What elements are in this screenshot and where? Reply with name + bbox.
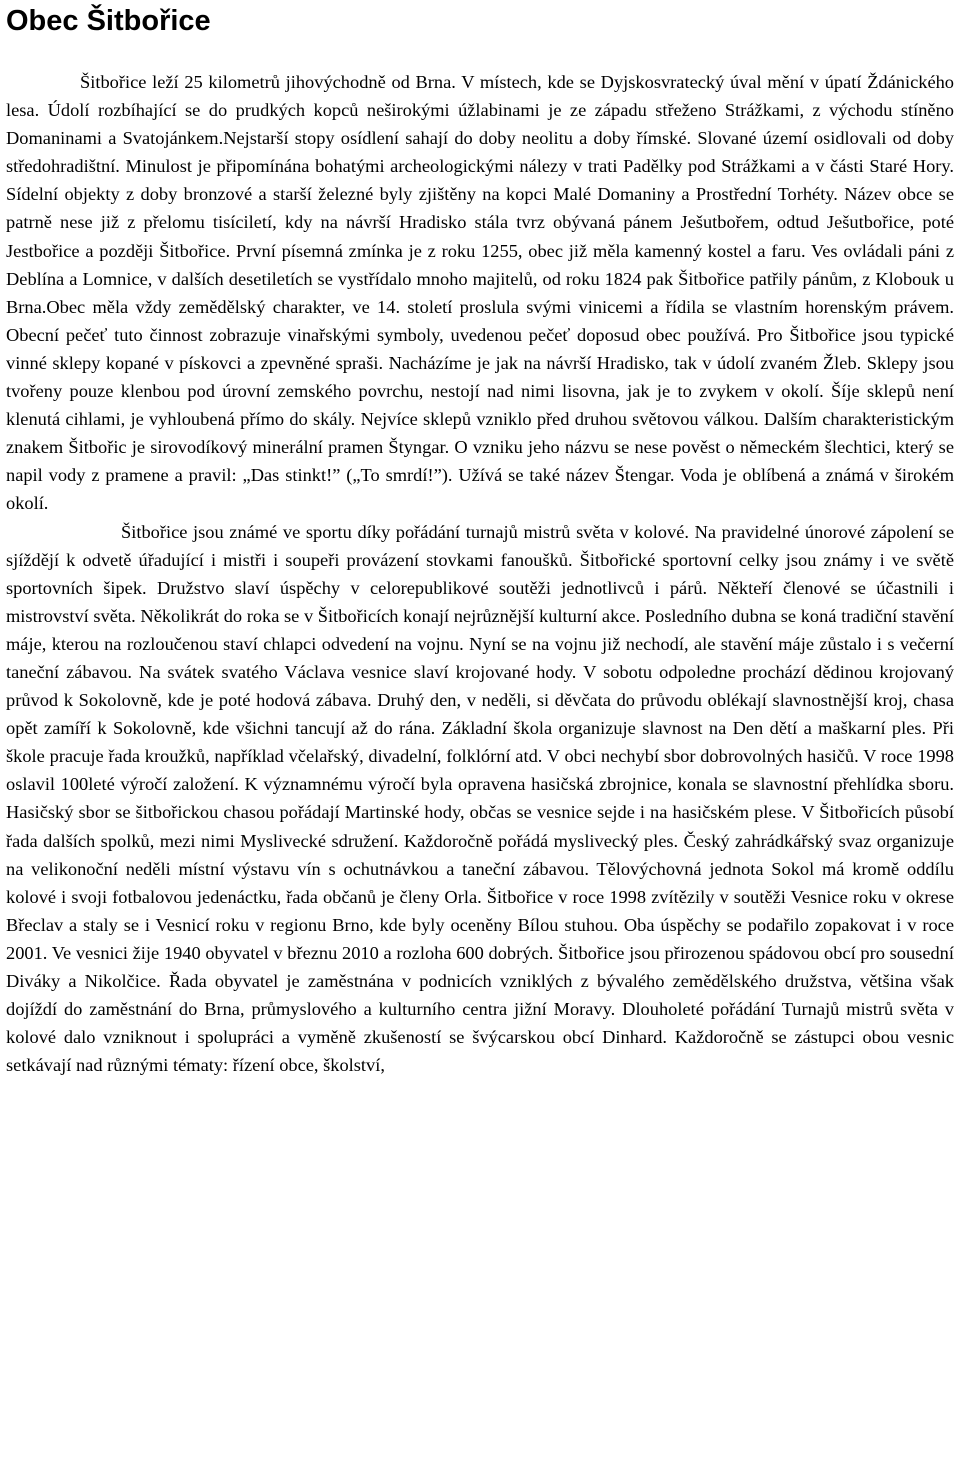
document-body xyxy=(6,68,954,1079)
paragraph-history: Šitbořice leží 25 kilometrů jihovýchodně od Brna. V místech, kde se Dyjskosvratecký úval mění v úpatí Ždánického lesa. Údolí rozbíhající se do prudkých kopců neširokými úžlabinami je ze západu střeženo Strážkami, z východu stíněno Domaninami a Svatojánkem.Nejstarší stopy osídlení sahají do doby neolitu a doby římské. Slované území osidlovali od doby středohradištní. Minulost je připomínána bohatými archeologickými nálezy v trati Padělky pod Strážkami a v části Staré Hory. Sídelní objekty z doby bronzové a starší železné byly zjištěny na kopci Malé Domaniny a Prostřední Torhéty. Název obce se patrně nese již z přelomu tisíciletí, kdy na návrší Hradisko stála tvrz obývaná pánem Ješutbořem, odtud Ješutbořice, poté Jestbořice a později Šitbořice. První písemná zmínka je z roku 1255, obec již měla kamenný kostel a faru. Ves ovládali páni z Deblína a Lomnice, v dalších desetiletích se vystřídalo mnoho majitelů, od roku 1824 pak Šitbořice patřily pánům, z Klobouk u Brna.Obec měla vždy zemědělský charakter, ve 14. století proslula svými vinicemi a řídila se vlastním horenským právem. Obecní pečeť tuto činnost zobrazuje vinařskými symboly, uvedenou pečeť doposud obec používá. Pro Šitbořice jsou typické vinné sklepy kopané v pískovci a zpevněné spraši. Nacházíme je jak na návrší Hradisko, tak v údolí zvaném Žleb. Sklepy jsou tvořeny pouze klenbou pod úrovní zemského povrchu, nestojí nad nimi lisovna, jak je to zvykem v okolí. Šíje sklepů není klenutá cihlami, je vyhloubená přímo do skály. Nejvíce sklepů vzniklo před druhou světovou válkou. Dalším charakteristickým znakem Šitbořic je sirovodíkový minerální pramen Štyngar. O vzniku jeho názvu se nese pověst o německém šlechtici, který se napil vody z pramene a pravil: „Das stinkt!” („To smrdí!”). Užívá se také název Štengar. Voda je oblíbená a známá v širokém okolí. xyxy=(6,72,954,514)
paragraph-culture: Šitbořice jsou známé ve sportu díky pořádání turnajů mistrů světa v kolové. Na pravidelné únorové zápolení se sjíždějí k odvetě úřadující i mistři i soupeři provázení stovkami fanoušků. Šitbořické sportovní celky jsou známy i ve světě sportovních šipek. Družstvo slaví úspěchy v celorepublikové soutěži jednotlivců i párů. Někteří členové se účastnili i mistrovství světa. Několikrát do roka se v Šitbořicích konají nejrůznější kulturní akce. Posledního dubna se koná tradiční stavění máje, kterou na rozloučenou staví chlapci odvedení na vojnu. Nyní se na vojnu již nechodí, ale stavění máje zůstalo i s večerní taneční zábavou. Na svátek svatého Václava vesnice slaví krojované hody. V sobotu odpoledne prochází dědinou krojovaný průvod k Sokolovně, kde je poté hodová zábava. Druhý den, v neděli, si děvčata do průvodu oblékají slavnostnější kroj, chasa opět zamíří k Sokolovně, kde všichni tancují až do rána. Základní škola organizuje slavnost na Den dětí a maškarní ples. Při škole pracuje řada kroužků, například včelařský, divadelní, folklórní atd. V obci nechybí sbor dobrovolných hasičů. V roce 1998 oslavil 100leté výročí založení. K významnému výročí byla opravena hasičská zbrojnice, konala se slavnostní přehlídka sboru. Hasičský sbor se šitbořickou chasou pořádají Martinské hody, občas se vesnice sejde i na hasičském plese. V Šitbořicích působí řada dalších spolků, mezi nimi Myslivecké sdružení. Každoročně pořádá myslivecký ples. Český zahrádkářský svaz organizuje na velikonoční neděli místní výstavu vín s ochutnávkou a taneční zábavou. Tělovýchovná jednota Sokol má kromě oddílu kolové i svoji fotbalovou jedenáctku, řada občanů je členy Orla. Šitbořice v roce 1998 zvítězily v soutěži Vesnice roku v okrese Břeclav a staly se i Vesnicí roku v regionu Brno, kde byly oceněny Bílou stuhou. Oba úspěchy se podařilo zopakovat i v roce 2001. Ve vesnici žije 1940 obyvatel v březnu 2010 a rozloha 600 dobrých. Šitbořice jsou přirozenou spádovou obcí pro sousední Diváky a Nikolčice. Řada obyvatel je zaměstnána v podnicích vzniklých z bývalého zemědělského družstva, většina však dojíždí do zaměstnání do Brna, průmyslového a kulturního centra jižní Moravy. Dlouholeté pořádání Turnajů mistrů světa v kolové dalo vzniknout i spolupráci a vyměně zkušeností se švýcarskou obcí Dinhard. Každoročně se zástupci obou vesnic setkávají nad různými tématy: řízení obce, školství, xyxy=(6,521,954,1076)
page-title: Obec Šitbořice xyxy=(6,5,211,37)
